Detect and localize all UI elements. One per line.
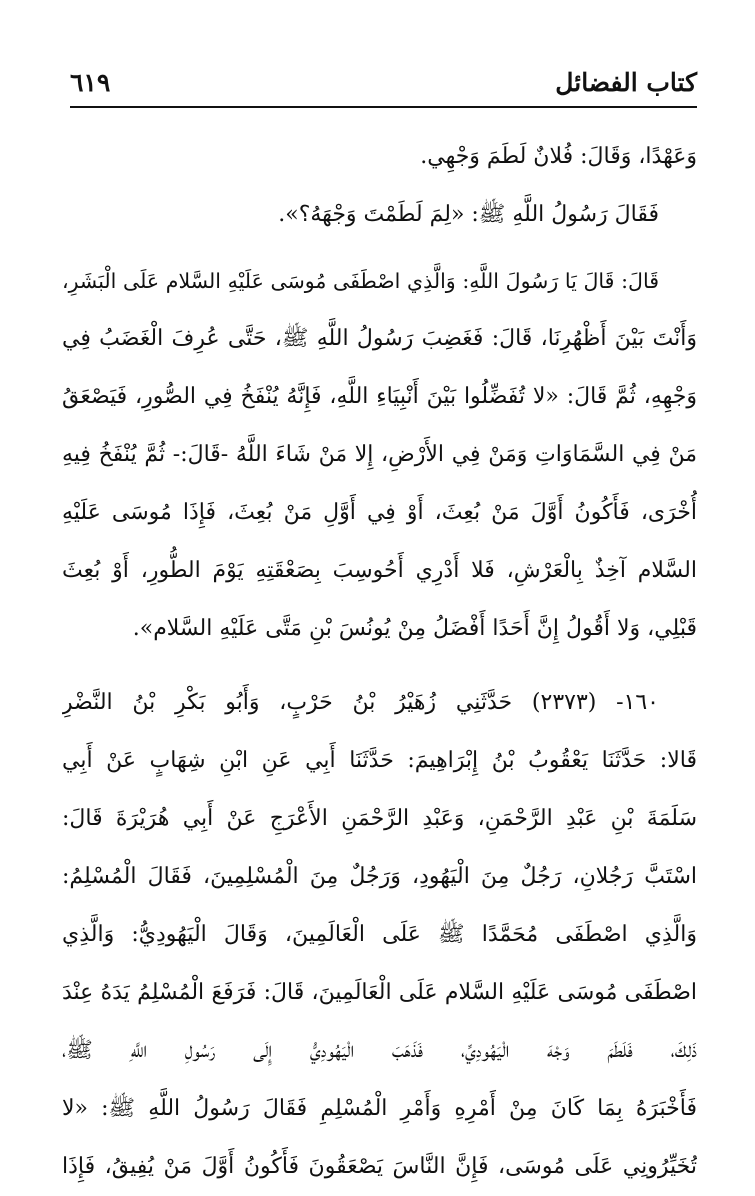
text-line: قَالا: حَدَّثَنَا يَعْقُوبُ بْنُ إِبْرَاهِيمَ: حَدَّثَنَا أَبِي عَنِ ابْنِ شِهَابٍ عَنْ أَبِي <box>62 748 697 773</box>
text-line: وَجْهِهِ، ثُمَّ قَالَ: «لا تُفَضِّلُوا بَيْنَ أَنْبِيَاءِ اللَّهِ، فَإِنَّهُ يُنْفَخُ فِي الصُّورِ، فَيَصْعَقُ <box>62 384 697 409</box>
text-line: اسْتَبَّ رَجُلانِ، رَجُلٌ مِنَ الْيَهُودِ، وَرَجُلٌ مِنَ الْمُسْلِمِينَ، فَقَالَ الْمُسْلِمُ: <box>62 864 697 889</box>
page-number: ٦١٩ <box>70 68 111 97</box>
text-line: قَالَ: قَالَ يَا رَسُولَ اللَّهِ: وَالَّذِي اصْطَفَى مُوسَى عَلَيْهِ السَّلام عَلَى الْبَشَرِ، <box>62 269 659 293</box>
text-line: قَبْلِي، وَلا أَقُولُ إِنَّ أَحَدًا أَفْضَلُ مِنْ يُونُسَ بْنِ مَتَّى عَلَيْهِ السَّلام». <box>132 616 697 641</box>
text-line: اصْطَفَى مُوسَى عَلَيْهِ السَّلام عَلَى الْعَالَمِينَ، قَالَ: فَرَفَعَ الْمُسْلِمُ يَدَهُ عِنْدَ <box>62 980 697 1005</box>
text-line: وَعَهْدًا، وَقَالَ: فُلانٌ لَطَمَ وَجْهِي. <box>420 144 697 169</box>
text-line: وَأَنْتَ بَيْنَ أَظْهُرِنَا، قَالَ: فَغَضِبَ رَسُولُ اللَّهِ ﷺ، حَتَّى عُرِفَ الْغَضَبُ فِي <box>62 326 697 351</box>
paragraph-gap <box>62 658 697 674</box>
text-line: السَّلام آخِذٌ بِالْعَرْشِ، فَلا أَدْرِي أَحُوسِبَ بِصَعْقَتِهِ يَوْمَ الطُّورِ، أَوْ بُعِثَ <box>62 558 697 583</box>
text-line: تُخَيِّرُونِي عَلَى مُوسَى، فَإِنَّ النَّاسَ يَصْعَقُونَ فَأَكُونُ أَوَّلَ مَنْ يُفِيقُ، فَإِذَا <box>62 1154 697 1179</box>
chapter-title: كتاب الفضائل <box>555 68 697 97</box>
paragraph-gap <box>62 244 697 252</box>
text-line: ذَلِكَ، فَلَطَمَ وَجْهَ الْيَهُودِيِّ، فَذَهَبَ الْيَهُودِيُّ إِلَى رَسُولِ اللَّهِ ﷺ، <box>62 1038 697 1063</box>
text-line: فَقَالَ رَسُولُ اللَّهِ ﷺ: «لِمَ لَطَمْتَ وَجْهَهُ؟». <box>278 202 659 227</box>
text-line: مَنْ فِي السَّمَاوَاتِ وَمَنْ فِي الأَرْضِ، إِلا مَنْ شَاءَ اللَّهُ -قَالَ:- ثُمَّ يُنْفَخُ فِيهِ <box>62 442 697 467</box>
text-line: سَلَمَةَ بْنِ عَبْدِ الرَّحْمَنِ، وَعَبْدِ الرَّحْمَنِ الأَعْرَجِ عَنْ أَبِي هُرَيْرَةَ قَالَ: <box>62 806 697 831</box>
text-line: فَأَخْبَرَهُ بِمَا كَانَ مِنْ أَمْرِهِ وَأَمْرِ الْمُسْلِمِ فَقَالَ رَسُولُ اللَّهِ ﷺ: «لا <box>62 1096 697 1121</box>
hadith-number-line: ١٦٠- (٢٣٧٣) حَدَّثَنِي زُهَيْرُ بْنُ حَرْبٍ، وَأَبُو بَكْرِ بْنُ النَّضْرِ <box>62 690 659 715</box>
page-header <box>70 66 697 104</box>
text-line: وَالَّذِي اصْطَفَى مُحَمَّدًا ﷺ عَلَى الْعَالَمِينَ، وَقَالَ الْيَهُودِيُّ: وَالَّذِي <box>62 922 697 947</box>
text-line: أُخْرَى، فَأَكُونُ أَوَّلَ مَنْ بُعِثَ، أَوْ فِي أَوَّلِ مَنْ بُعِثَ، فَإِذَا مُوسَى عَلَيْهِ <box>62 500 697 525</box>
header-rule <box>70 106 697 108</box>
page-body <box>62 128 697 1196</box>
